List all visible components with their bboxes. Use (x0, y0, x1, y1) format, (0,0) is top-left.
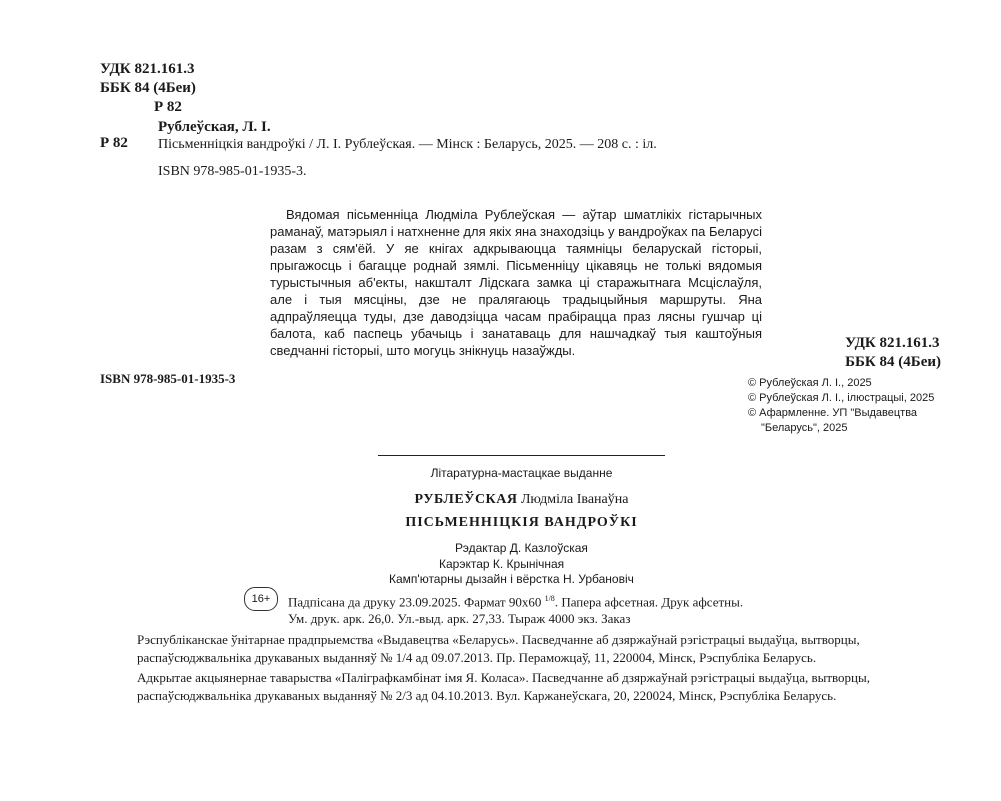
genre-label: Літаратурна-мастацкае выданне (430, 466, 613, 480)
copyright-line: © Афармленне. УП "Выдавецтва (748, 407, 918, 419)
divider (378, 455, 665, 456)
author-mark: Р 82 (154, 99, 182, 115)
copyright-block (748, 376, 934, 436)
print-details-text: . Папера афсетная. Друк афсетны. (554, 594, 744, 610)
print-details-line-1 (288, 594, 743, 610)
print-details-text: Падпісана да друку 23.09.2025. Фармат 90х60 (288, 594, 542, 610)
author-given-name: Людміла Іванаўна (520, 492, 629, 507)
print-details-line-2: Ум. друк. арк. 26,0. Ул.-выд. арк. 27,33. Тыраж 4000 экз. Заказ (288, 611, 631, 626)
design-credit: Камп'ютарны дызайн і вёрстка Н. Урбановіч (389, 572, 634, 586)
catalog-codes-right (845, 334, 941, 372)
annotation: Вядомая пісьменніца Людміла Рублеўская — аўтар шматлікіх гістарычных раманаў, матэрыял і натхненне для якіх яна знаходзіць у вандроўках па Беларусі разам з сям'ёй. У яе кнігах адкрываюцца таямніцы беларускай гісторыі, прыгажосць і багацце роднай зямлі. Пісьменніцу цікавяць не толькі вядомыя турыстычныя аб'екты, накшталт Лідскага замка ці старажытнага Мсціслаўля, але і тыя мясціны, дзе не пралягаюць традыцыйныя маршруты. Яна адпраўляецца туды, дзе даводзіцца часам прабірацца праз лясны гушчар ці балота, каб паспець убачыць і занатаваць для нашчадкаў тыя каштоўныя сведчанні гісторыі, што могуць знікнуць назаўжды. (270, 207, 762, 358)
printer-info-line: распаўсюджвальніка друкаваных выданняў № 2/3 ад 04.10.2013. Вул. Каржанеўскага, 20, 220024, Мінск, Рэспубліка Беларусь. (137, 688, 837, 703)
editor-credit: Рэдактар Д. Казлоўская (455, 541, 588, 555)
bibliographic-title-line: Пісьменніцкія вандроўкі / Л. І. Рублеўская. — Мінск : Беларусь, 2025. — 208 с. : іл. (158, 137, 657, 152)
udk-code-right: УДК 821.161.3 (845, 335, 940, 351)
copyright-line: © Рублеўская Л. І., 2025 (748, 377, 872, 389)
catalog-author-mark: Р 82 (100, 135, 128, 151)
format-fraction: 1/8 (544, 594, 555, 603)
book-title: ПІСЬМЕННІЦКІЯ ВАНДРОЎКІ (405, 515, 638, 530)
copyright-line: "Беларусь", 2025 (761, 422, 848, 434)
publisher-info-line: распаўсюджвальніка друкаваных выданняў № 1/4 ад 09.07.2013. Пр. Пераможцаў, 11, 220004, Мінск, Рэспубліка Беларусь. (137, 650, 817, 665)
catalog-isbn: ISBN 978-985-01-1935-3. (158, 164, 307, 179)
copyright-line: © Рублеўская Л. І., ілюстрацыі, 2025 (748, 392, 935, 404)
isbn-bold: ISBN 978-985-01-1935-3 (100, 371, 236, 386)
author-heading: Рублеўская, Л. І. (158, 119, 271, 135)
author-full-name (378, 492, 665, 508)
author-surname: РУБЛЕЎСКАЯ (414, 492, 518, 507)
age-rating-badge: 16+ (244, 587, 278, 611)
publisher-info-line: Рэспубліканскае ўнітарнае прадпрыемства «Выдавецтва «Беларусь». Пасведчанне аб дзяржаўнай рэгістрацыі выдаўца, вытворцы, (137, 632, 860, 647)
catalog-codes-top (100, 60, 196, 117)
printer-info-line: Адкрытае акцыянернае таварыства «Паліграфкамбінат імя Я. Коласа». Пасведчанне аб дзяржаўнай рэгістрацыі выдаўца, вытворцы, (137, 670, 871, 685)
bbk-code: ББК 84 (4Беи) (100, 80, 196, 96)
corrector-credit: Карэктар К. Крынічная (439, 557, 565, 571)
udk-code: УДК 821.161.3 (100, 61, 195, 77)
bbk-code-right: ББК 84 (4Беи) (845, 354, 941, 370)
